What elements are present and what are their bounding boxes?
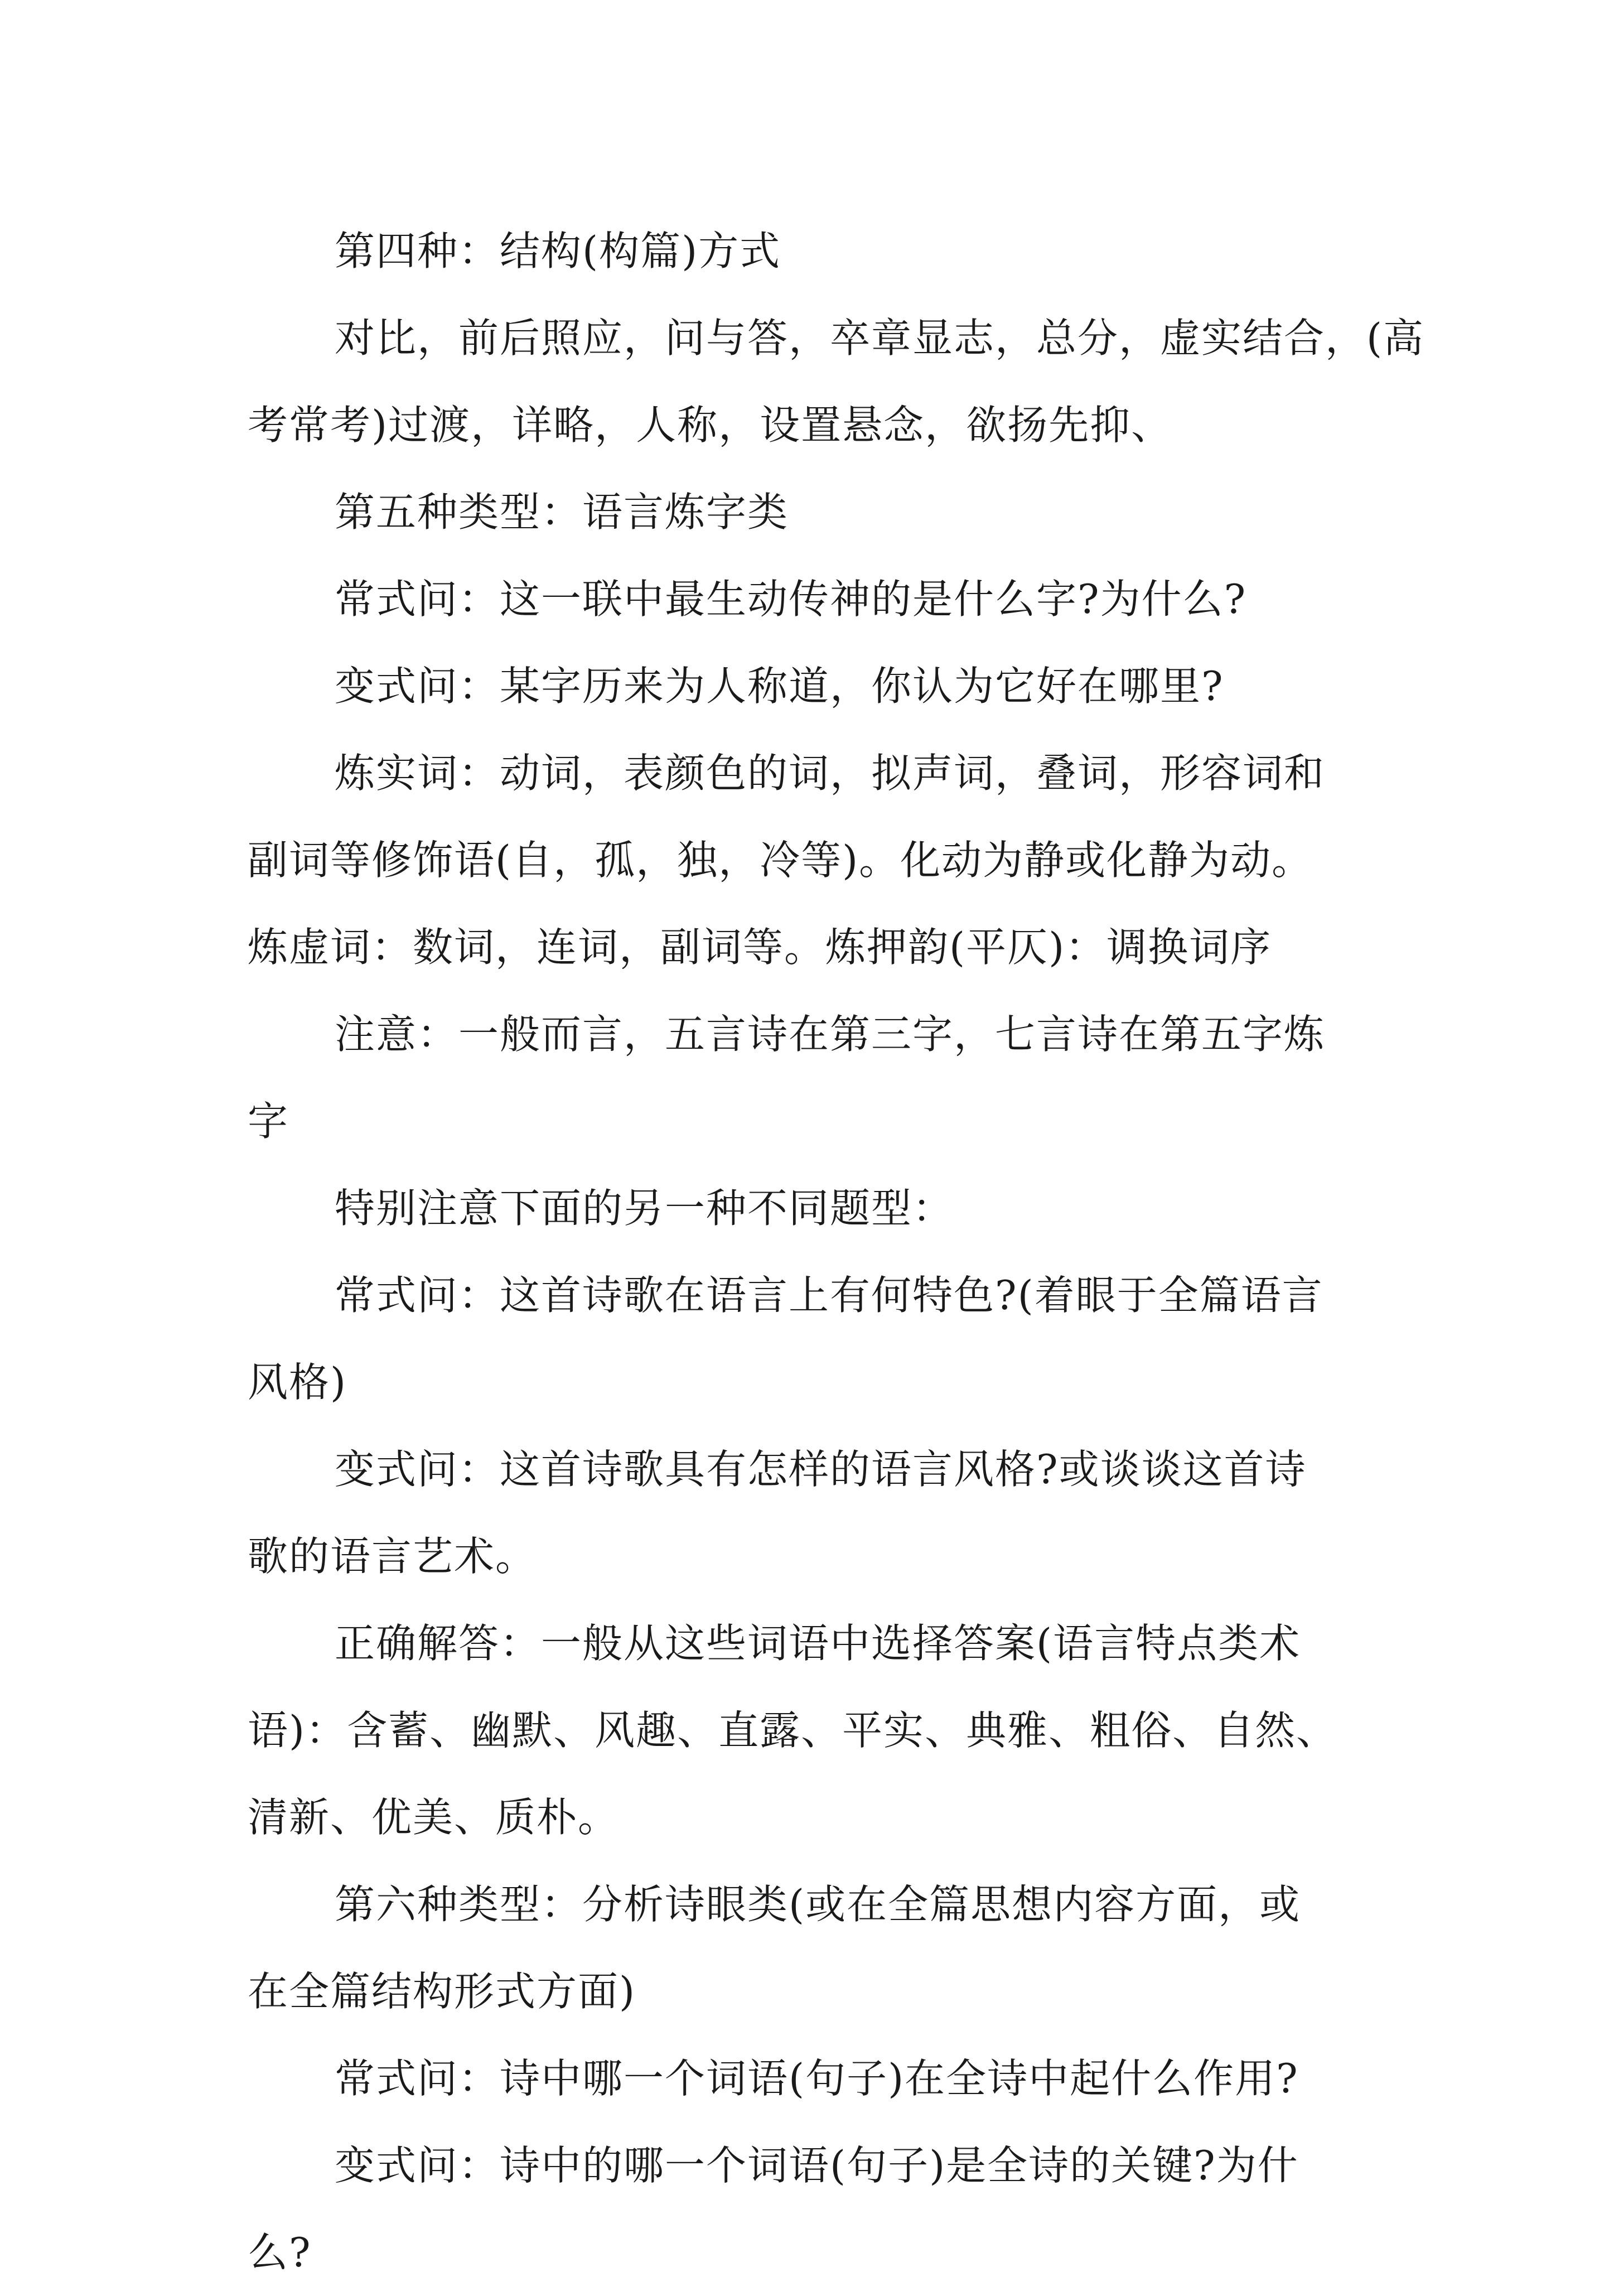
text-line: 正确解答：一般从这些词语中选择答案(语言特点类术 [335,1620,1301,1667]
text-line: 歌的语言艺术。 [248,1533,537,1580]
text-line: 第五种类型：语言炼字类 [335,489,789,536]
text-line: 清新、优美、质朴。 [248,1794,620,1841]
text-line: 对比，前后照应，问与答，卒章显志，总分，虚实结合，(高 [335,315,1425,361]
text-line: 变式问：某字历来为人称道，你认为它好在哪里? [335,663,1224,710]
text-line: 常式问：这首诗歌在语言上有何特色?(着眼于全篇语言 [335,1272,1323,1319]
text-line: 第四种：结构(构篇)方式 [335,228,781,274]
text-line: 考常考)过渡，详略，人称，设置悬念，欲扬先抑、 [248,402,1173,448]
text-line: 在全篇结构形式方面) [248,1968,636,2015]
text-line: 注意：一般而言，五言诗在第三字，七言诗在第五字炼 [335,1011,1326,1058]
text-line: 常式问：这一联中最生动传神的是什么字?为什么? [335,576,1247,623]
text-line: 特别注意下面的另一种不同题型： [335,1185,954,1232]
text-line: 第六种类型：分析诗眼类(或在全篇思想内容方面，或 [335,1881,1301,1928]
text-line: 变式问：诗中的哪一个词语(句子)是全诗的关键?为什 [335,2142,1299,2189]
text-line: 炼虚词：数词，连词，副词等。炼押韵(平仄)：调换词序 [248,924,1272,971]
text-line: 语)：含蓄、幽默、风趣、直露、平实、典雅、粗俗、自然、 [248,1707,1338,1754]
document-body [248,208,1425,2296]
text-line: 副词等修饰语(自，孤，独，冷等)。化动为静或化静为动。 [248,837,1313,884]
text-line: 变式问：这首诗歌具有怎样的语言风格?或谈谈这首诗 [335,1446,1307,1493]
text-line: 么? [248,2229,312,2276]
text-line: 风格) [248,1359,347,1406]
text-line: 常式问：诗中哪一个词语(句子)在全诗中起什么作用? [335,2055,1299,2102]
text-line: 炼实词：动词，表颜色的词，拟声词，叠词，形容词和 [335,750,1326,797]
text-line: 字 [248,1098,289,1145]
